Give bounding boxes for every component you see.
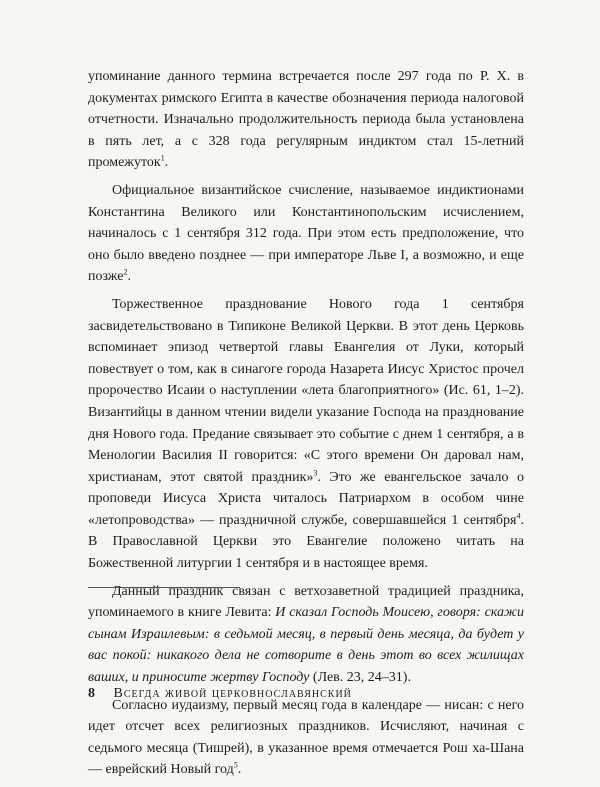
running-title: Всегда живой церковнославянский [113, 686, 352, 701]
paragraph-text: Данный праздник связан с ветхозаветной традицией праздника, упоминаемого в книге Левита: [88, 583, 524, 621]
paragraph-text: Согласно иудаизму, первый месяц года в календаре — нисан: с него идет отсчет всех религиозных праздников. Исчисляют, начиная с седьмого месяца (Тишрей), в указанное время отмечается Рош ха-Шана — еврейский Новый год [88, 697, 524, 778]
footnote-separator [88, 587, 240, 588]
footnote-ref-3[interactable]: 3 [313, 468, 318, 478]
scripture-reference: (Лев. 23, 24–31). [309, 670, 411, 686]
footnote-ref-5[interactable]: 5 [233, 760, 238, 770]
paragraph-tail: . [127, 269, 131, 285]
paragraph-4 [88, 581, 524, 689]
footnote-ref-4[interactable]: 4 [516, 511, 521, 521]
paragraph-1 [88, 66, 524, 174]
paragraph-tail: . [237, 762, 242, 778]
paragraph-tail: . [164, 155, 169, 171]
page-number: 8 [88, 686, 96, 701]
page-footer [88, 686, 352, 702]
paragraph-text: . В Православной Церкви это Евангелие положено читать на Божественной литургии 1 сентября и в настоящее время. [88, 512, 524, 572]
scripture-quote: И сказал Господь Моисею, говоря: скажи сынам Израилевым: в седьмой месяц, в первый день месяца, да будет у вас покой: никакого дела не сотворите в день этот во всех жилищах ваших, и приносите жертву Господу [88, 605, 525, 686]
paragraph-text: Торжественное празднование Нового года 1 сентября засвидетельствовано в Типиконе Великой Церкви. В этот день Церковь вспоминает эпизод четвертой главы Евангелия от Луки, который повествует о том, как в синагоге города Назарета Иисус Христос прочел пророчество Исаии о наступлении «лета благоприятного» (Ис. 61, 1–2). Византийцы в данном чтении видели указание Господа на празднование дня Нового года. Предание связывает это событие с днем 1 сентября, а в Менологии Василия II говорится: «С этого времени Он даровал нам, христианам, этот святой праздник» [88, 296, 524, 485]
paragraph-2 [88, 180, 524, 288]
paragraph-text: . Это же евангельское зачало о проповеди Иисуса Христа читалось Патриархом в особом чине «летопроводства» — праздничной службе, совершавшейся 1 сентября [88, 469, 524, 528]
paragraph-3 [88, 294, 524, 575]
footnote-ref-2[interactable]: 2 [123, 267, 128, 277]
footnote-ref-1[interactable]: 1 [160, 153, 165, 163]
paragraph-5 [88, 695, 524, 781]
paragraph-text: Официальное византийское счисление, называемое индиктионами Константина Великого или Константинопольским исчислением, начиналось с 1 сентября 312 года. При этом есть предположение, что оно было введено позднее — при императоре Льве I, а возможно, и еще позже [88, 182, 524, 285]
page-body [88, 66, 524, 787]
paragraph-text: упоминание данного термина встречается после 297 года по Р. Х. в документах римского Египта в качестве обозначения периода налоговой отчетности. Изначально продолжительность периода была установлена в пять лет, а с 328 года регулярным индиктом стал 15-летний промежуток [88, 69, 524, 171]
